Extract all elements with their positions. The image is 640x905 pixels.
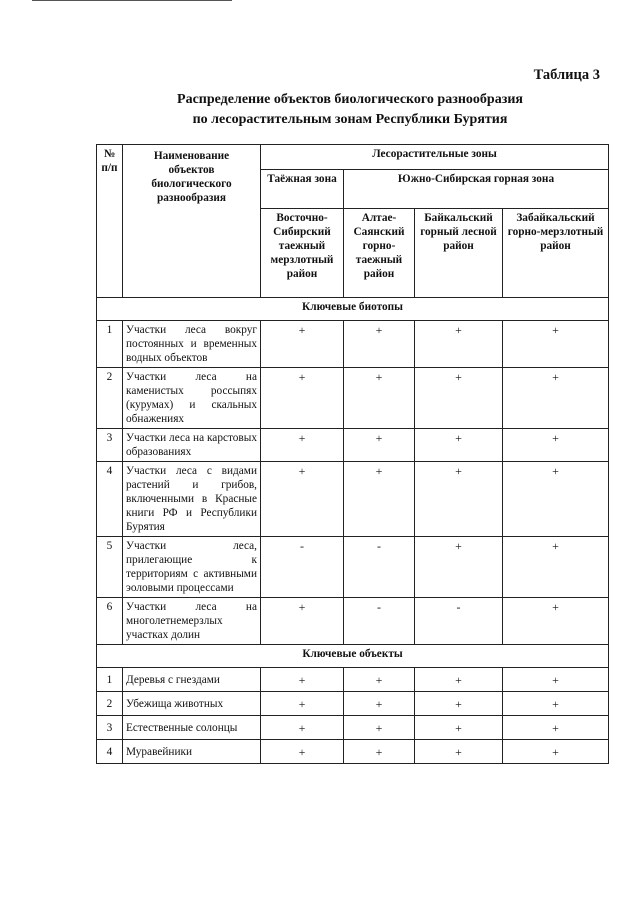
mark-cell: +	[261, 740, 344, 764]
mark-cell: +	[344, 716, 415, 740]
table-row	[97, 598, 609, 645]
table-title-line1: Распределение объектов биологического разнообразия	[177, 92, 523, 107]
header-num: № п/п	[97, 145, 123, 298]
row-name: Участки леса с видами растений и грибов, включенными в Красные книги РФ и Республики Бурятия	[123, 462, 261, 537]
mark-cell: +	[503, 716, 609, 740]
section-row	[97, 298, 609, 321]
section-row	[97, 645, 609, 668]
mark-cell: +	[261, 716, 344, 740]
row-name: Участки леса вокруг постоянных и временных водных объектов	[123, 321, 261, 368]
mark-cell: +	[503, 668, 609, 692]
row-number: 3	[97, 716, 123, 740]
header-south-zone: Южно-Сибирская горная зона	[344, 170, 609, 209]
mark-cell: +	[503, 537, 609, 598]
row-number: 4	[97, 740, 123, 764]
mark-cell: +	[261, 368, 344, 429]
mark-cell: +	[344, 462, 415, 537]
mark-cell: -	[344, 598, 415, 645]
mark-cell: +	[344, 429, 415, 462]
mark-cell: +	[261, 462, 344, 537]
row-name: Участки леса на каменистых россыпях (курумах) и скальных обнажениях	[123, 368, 261, 429]
mark-cell: +	[261, 598, 344, 645]
mark-cell: +	[415, 462, 503, 537]
row-name: Участки леса на многолетнемерзлых участках долин	[123, 598, 261, 645]
mark-cell: +	[503, 368, 609, 429]
header-district-3: Байкальский горный лесной район	[415, 209, 503, 298]
mark-cell: +	[503, 740, 609, 764]
mark-cell: +	[344, 668, 415, 692]
row-number: 4	[97, 462, 123, 537]
mark-cell: +	[503, 462, 609, 537]
table-number: Таблица 3	[533, 67, 600, 83]
row-number: 1	[97, 668, 123, 692]
mark-cell: +	[261, 429, 344, 462]
row-number: 2	[97, 368, 123, 429]
section-title-objects: Ключевые объекты	[97, 645, 609, 668]
mark-cell: -	[415, 598, 503, 645]
mark-cell: +	[415, 740, 503, 764]
mark-cell: +	[344, 321, 415, 368]
header-taiga-zone: Таёжная зона	[261, 170, 344, 209]
table-row	[97, 716, 609, 740]
mark-cell: +	[503, 598, 609, 645]
row-number: 2	[97, 692, 123, 716]
header-zones: Лесорастительные зоны	[261, 145, 609, 170]
row-number: 1	[97, 321, 123, 368]
table-row	[97, 668, 609, 692]
table-row	[97, 740, 609, 764]
mark-cell: +	[415, 429, 503, 462]
mark-cell: +	[415, 716, 503, 740]
row-name: Убежища животных	[123, 692, 261, 716]
header-district-4: Забайкальский горно-мерзлотный район	[503, 209, 609, 298]
header-row	[97, 145, 609, 170]
row-number: 3	[97, 429, 123, 462]
mark-cell: +	[344, 740, 415, 764]
row-name: Участки леса на карстовых образованиях	[123, 429, 261, 462]
mark-cell: +	[415, 368, 503, 429]
header-district-2: Алтае-Саянский горно-таежный район	[344, 209, 415, 298]
row-name: Деревья с гнездами	[123, 668, 261, 692]
mark-cell: +	[415, 537, 503, 598]
row-name: Естественные солонцы	[123, 716, 261, 740]
table-row	[97, 537, 609, 598]
table-row	[97, 462, 609, 537]
table-title-line2: по лесорастительным зонам Республики Бурятия	[192, 112, 508, 127]
table-row	[97, 692, 609, 716]
mark-cell: -	[261, 537, 344, 598]
mark-cell: +	[261, 692, 344, 716]
mark-cell: +	[261, 668, 344, 692]
row-name: Участки леса, прилегающие к территориям с активными эоловыми процессами	[123, 537, 261, 598]
header-district-1: Восточно-Сибирский таежный мерзлотный район	[261, 209, 344, 298]
mark-cell: +	[503, 692, 609, 716]
row-number: 6	[97, 598, 123, 645]
mark-cell: +	[415, 692, 503, 716]
row-name: Муравейники	[123, 740, 261, 764]
table-row	[97, 429, 609, 462]
row-number: 5	[97, 537, 123, 598]
table-row	[97, 368, 609, 429]
mark-cell: +	[415, 321, 503, 368]
section-title-biotopes: Ключевые биотопы	[97, 298, 609, 321]
mark-cell: +	[344, 692, 415, 716]
biodiversity-table	[96, 144, 609, 764]
mark-cell: -	[344, 537, 415, 598]
mark-cell: +	[503, 429, 609, 462]
mark-cell: +	[503, 321, 609, 368]
table-row	[97, 321, 609, 368]
mark-cell: +	[415, 668, 503, 692]
header-rule	[32, 0, 232, 1]
header-name: Наименование объектов биологического разнообразия	[123, 145, 261, 298]
mark-cell: +	[344, 368, 415, 429]
mark-cell: +	[261, 321, 344, 368]
